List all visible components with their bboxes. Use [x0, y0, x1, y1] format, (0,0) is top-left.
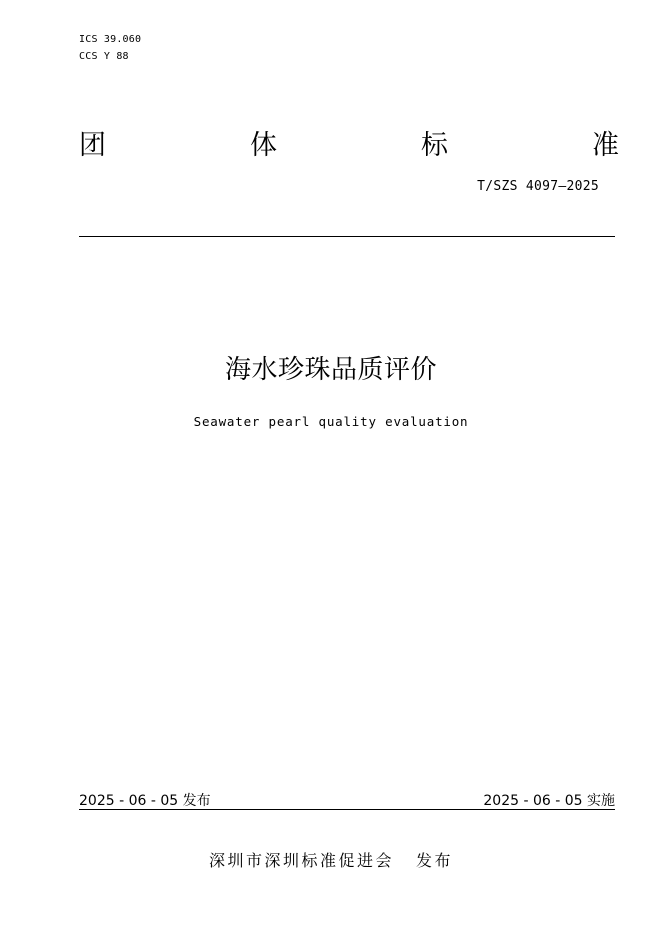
standard-type-char-3: 标	[421, 130, 448, 161]
implementation-date: 2025 - 06 - 05 实施	[483, 793, 615, 809]
standard-number: T/SZS 4097—2025	[477, 179, 599, 194]
standard-type-heading	[79, 126, 619, 166]
publisher-org: 深圳市深圳标准促进会	[208, 851, 394, 870]
ics-code: ICS 39.060	[79, 34, 142, 45]
title-english: Seawater pearl quality evaluation	[193, 414, 469, 429]
standard-type-char-2: 体	[250, 130, 277, 161]
ccs-code: CCS Y 88	[79, 51, 129, 62]
standard-type-char-4: 准	[592, 130, 619, 161]
standard-type-char-1: 团	[79, 130, 106, 161]
publisher-action: 发布	[416, 851, 454, 870]
title-chinese: 海水珍珠品质评价	[224, 355, 437, 385]
publisher-line	[0, 849, 662, 873]
footer-divider	[79, 809, 615, 810]
publish-date: 2025 - 06 - 05 发布	[79, 793, 211, 809]
header-divider	[79, 236, 615, 237]
